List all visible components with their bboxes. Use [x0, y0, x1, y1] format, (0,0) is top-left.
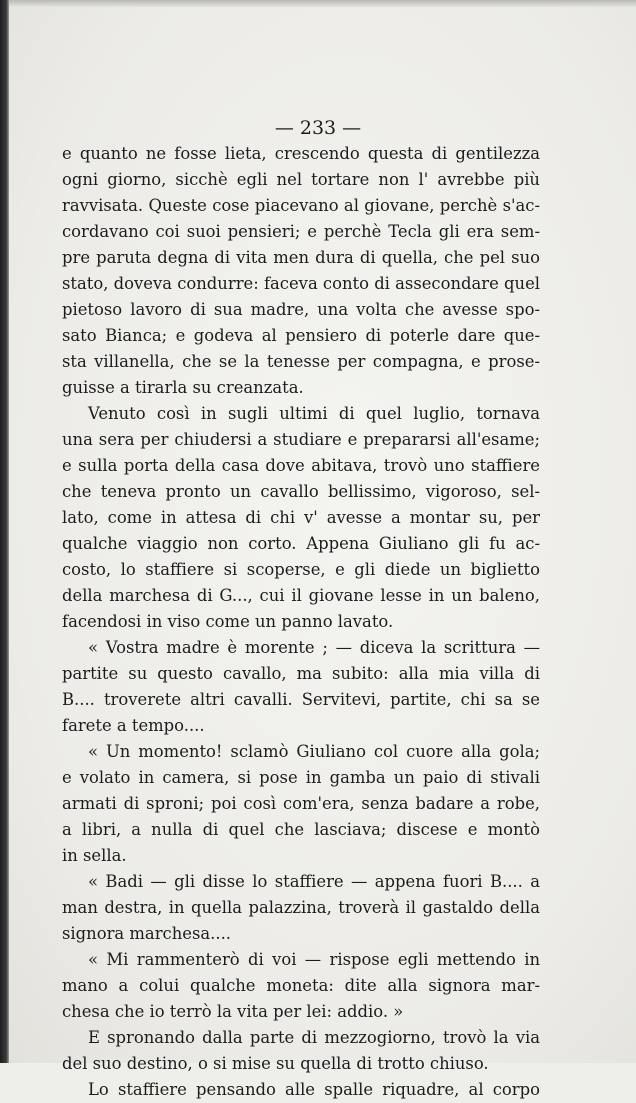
text-line: stato, doveva condurre: faceva conto di assecondare quel	[62, 274, 541, 293]
text-line: sato Bianca; e godeva al pensiero di poterle dare que-	[62, 326, 540, 345]
text-line: Lo staffiere pensando alle spalle riquadre, al corpo	[88, 1080, 540, 1099]
text-line: sta villanella, che se la tenesse per compagna, e prose-	[62, 352, 540, 371]
text-line: facendosi in viso come un panno lavato.	[62, 612, 394, 631]
text-line: signora marchesa....	[62, 924, 231, 943]
text-line: ogni giorno, sicchè egli nel tortare non l' avrebbe più	[62, 170, 540, 189]
body-text	[62, 141, 540, 1103]
book-spine-shadow	[0, 0, 9, 1063]
text-line: lato, come in attesa di chi v' avesse a montar su, per	[62, 508, 540, 527]
text-line: farete a tempo....	[62, 716, 205, 735]
text-line: e quanto ne fosse lieta, crescendo questa di gentilezza	[62, 144, 540, 163]
text-line: « Badi — gli disse lo staffiere — appena fuori B.... a	[88, 872, 540, 891]
text-line: del suo destino, o si mise su quella di trotto chiuso.	[62, 1054, 489, 1073]
text-line: qualche viaggio non corto. Appena Giuliano gli fu ac-	[62, 534, 540, 553]
page-number: — 233 —	[274, 117, 362, 139]
text-line: « Vostra madre è morente ; — diceva la scrittura —	[88, 638, 540, 657]
text-line: e volato in camera, si pose in gamba un paio di stivali	[62, 768, 540, 787]
text-line: pietoso lavoro di sua madre, una volta che avesse spo-	[62, 300, 540, 319]
text-line: chesa che io terrò la vita per lei: addio. »	[62, 1002, 404, 1021]
text-line: E spronando dalla parte di mezzogiorno, trovò la via	[88, 1028, 540, 1047]
text-line: cordavano coi suoi pensieri; e perchè Tecla gli era sem-	[62, 222, 540, 241]
text-line: pre paruta degna di vita men dura di quella, che pel suo	[62, 248, 540, 267]
text-line: che teneva pronto un cavallo bellissimo, vigoroso, sel-	[62, 482, 540, 501]
text-line: della marchesa di G..., cui il giovane lesse in un baleno,	[62, 586, 540, 605]
text-line: « Mi rammenterò di voi — rispose egli mettendo in	[88, 950, 540, 969]
text-line: armati di sproni; poi così com'era, senza badare a robe,	[62, 794, 540, 813]
text-line: partite su questo cavallo, ma subito: alla mia villa di	[62, 664, 540, 683]
text-line: mano a colui qualche moneta: dite alla signora mar-	[62, 976, 540, 995]
text-line: Venuto così in sugli ultimi di quel luglio, tornava	[88, 404, 540, 423]
text-line: a libri, a nulla di quel che lasciava; discese e montò	[62, 820, 540, 839]
text-line: e sulla porta della casa dove abitava, trovò uno staffiere	[62, 456, 540, 475]
text-line: guisse a tirarla su creanzata.	[62, 378, 304, 397]
text-line: una sera per chiudersi a studiare e prepararsi all'esame;	[62, 430, 540, 449]
text-line: costo, lo staffiere si scoperse, e gli diede un biglietto	[62, 560, 540, 579]
text-line: « Un momento! sclamò Giuliano col cuore alla gola;	[88, 742, 540, 761]
text-line: B.... troverete altri cavalli. Servitevi, partite, chi sa se	[62, 690, 540, 709]
text-line: in sella.	[62, 846, 127, 865]
text-line: ravvisata. Queste cose piacevano al giovane, perchè s'ac-	[62, 196, 540, 215]
page-top-edge	[0, 0, 636, 7]
text-line: man destra, in quella palazzina, troverà il gastaldo della	[62, 898, 540, 917]
